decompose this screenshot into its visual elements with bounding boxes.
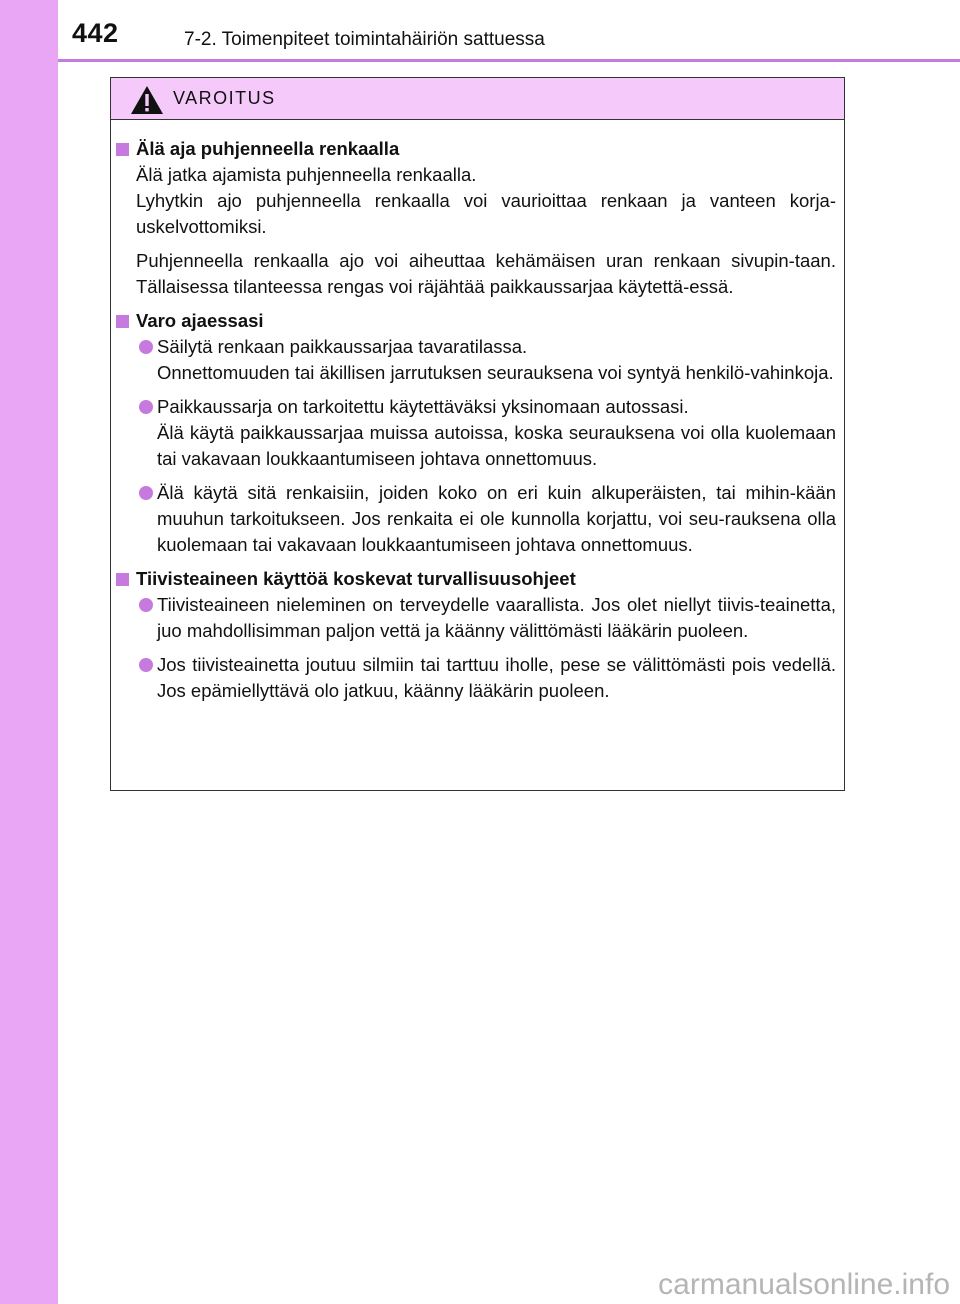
header-rule [58,59,960,62]
round-bullet-icon [139,486,153,500]
section-drive-carefully [111,308,836,558]
round-bullet-icon [139,340,153,354]
section-heading: Tiivisteaineen käyttöä koskevat turvallisuusohjeet [111,566,836,592]
bullet-line: Älä käytä paikkaussarjaa muissa autoissa, koska seurauksena voi olla kuolemaan tai vakavaan loukkaantumiseen johtava onnettomuus. [157,422,836,469]
warning-body [111,120,844,704]
bullet-line: Onnettomuuden tai äkillisen jarrutuksen seurauksena voi syntyä henkilö-vahinkoja. [157,362,834,383]
paragraph-line: Lyhytkin ajo puhjenneella renkaalla voi vaurioittaa renkaan ja vanteen korja-uskelvottomiksi. [136,190,836,237]
bullet-item [111,592,836,644]
bullet-line: Älä käytä sitä renkaisiin, joiden koko on eri kuin alkuperäisten, tai mihin-kään muuhun tarkoitukseen. Jos renkaita ei ole kunnolla korjattu, voi seu-rauksena olla kuolemaan tai vakavaan loukkaantumiseen johtava onnettomuus. [157,482,836,555]
watermark: carmanualsonline.info [658,1268,950,1301]
warning-box [110,77,845,791]
paragraph-line: Älä jatka ajamista puhjenneella renkaalla. [136,164,477,185]
bullet-item [111,652,836,704]
round-bullet-icon [139,658,153,672]
bullet-line: Paikkaussarja on tarkoitettu käytettäväksi yksinomaan autossasi. [157,396,689,417]
page-number: 442 [72,18,119,48]
section-heading: Älä aja puhjenneella renkaalla [111,136,836,162]
bullet-line: Tiivisteaineen nieleminen on terveydelle vaarallista. Jos olet niellyt tiivis-teainetta, juo mahdollisimman paljon vettä ja käänny välittömästi lääkärin puoleen. [157,594,836,641]
bullet-line: Jos tiivisteainetta joutuu silmiin tai tarttuu iholle, pese se välittömästi pois vedellä. Jos epämiellyttävä olo jatkuu, käänny lääkärin puoleen. [157,654,836,701]
warning-triangle-icon [130,85,164,115]
paragraph [111,248,836,300]
bullet-item [111,334,836,386]
side-band [0,0,58,1304]
round-bullet-icon [139,598,153,612]
section-sealant-safety [111,566,836,704]
paragraph-line: Puhjenneella renkaalla ajo voi aiheuttaa kehämäisen uran renkaan sivupin-taan. Tällaisessa tilanteessa rengas voi räjähtää paikkaussarjaa käytettä-essä. [136,250,836,297]
square-bullet-icon [116,143,129,156]
bullet-item [111,394,836,472]
section-title: 7-2. Toimenpiteet toimintahäiriön sattuessa [184,29,545,50]
warning-label: VAROITUS [173,88,276,108]
section-flat-tire [111,136,836,300]
round-bullet-icon [139,400,153,414]
bullet-line: Säilytä renkaan paikkaussarjaa tavaratilassa. [157,336,528,357]
bullet-item [111,480,836,558]
paragraph [111,162,836,240]
warning-header [111,78,844,120]
square-bullet-icon [116,315,129,328]
square-bullet-icon [116,573,129,586]
section-heading: Varo ajaessasi [111,308,836,334]
